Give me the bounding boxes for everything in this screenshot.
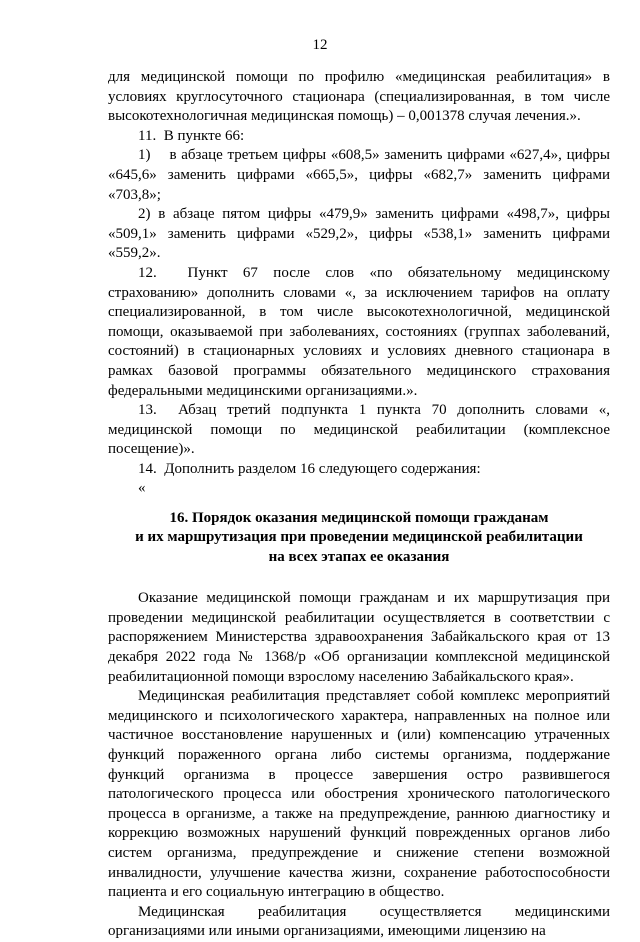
paragraph-routing: Оказание медицинской помощи гражданам и их маршрутизация при проведении медицинской реабилитации осуществляется в соответствии с распоряжением Министерства здравоохранения Забайкальского края от 13 декабря 2022 года № 1368/р «Об организации комплексной медицинской реабилитационной помощи взрослому населению Забайкальского края». <box>108 590 610 685</box>
paragraph-definition: Медицинская реабилитация представляет собой комплекс мероприятий медицинского и психологического характера, направленных на полное или частичное восстановление нарушенных и (или) компенсацию утраченных функций пораженного органа либо системы организма, поддержание функций организма в процессе завершения остро развившегося патологического процесса или обострения хронического патологического процесса в организме, а также на предупреждение, раннюю диагностику и коррекцию возможных нарушений функций поврежденных органов либо систем организма, предупреждение и снижение степени возможной инвалидности, улучшение качества жизни, сохранение работоспособности пациента и его социальную интеграцию в общество. <box>108 688 610 901</box>
opening-quote: « <box>138 480 146 497</box>
section-title-line-2: и их маршрутизация при проведении медицинской реабилитации <box>135 529 583 546</box>
paragraph-item-12: 12. Пункт 67 после слов «по обязательному медицинскому страхованию» дополнить словами «, за исключением тарифов на оплату специализированной, в том числе высокотехнологичной, медицинской помощи, оказываемой при заболеваниях, состояниях (группах заболеваний, состояний) в стационарных условиях и условиях дневного стационара в рамках базовой программы обязательного медицинского страхования федеральными медицинскими организациями.». <box>108 264 610 399</box>
document-body <box>108 68 610 942</box>
paragraph-item-11: 11. В пункте 66: <box>138 127 245 144</box>
paragraph-item-11-2: 2) в абзаце пятом цифры «479,9» заменить цифрами «498,7», цифры «509,1» заменить цифрами «529,2», цифры «538,1» заменить цифрами «559,2». <box>108 206 610 262</box>
page-number: 12 <box>312 37 328 53</box>
paragraph-licensing: Медицинская реабилитация осуществляется медицинскими организациями или иными организациями, имеющими лицензию на <box>108 903 610 940</box>
paragraph-item-13: 13. Абзац третий подпункта 1 пункта 70 дополнить словами «, медицинской помощи по медицинской реабилитации (комплексное посещение)». <box>108 402 610 458</box>
paragraph-item-11-1: 1) в абзаце третьем цифры «608,5» заменить цифрами «627,4», цифры «645,6» заменить цифрами «665,5», цифры «682,7» заменить цифрами «703,8»; <box>108 147 610 203</box>
section-title-line-3: на всех этапах ее оказания <box>268 548 450 565</box>
section-title <box>108 509 610 567</box>
section-title-line-1: 16. Порядок оказания медицинской помощи гражданам <box>169 510 549 527</box>
paragraph-item-14: 14. Дополнить разделом 16 следующего содержания: <box>138 460 481 477</box>
paragraph-continuation: для медицинской помощи по профилю «медицинская реабилитация» в условиях круглосуточного стационара (специализированная, в том числе высокотехнологичная медицинская помощь) – 0,001378 случая лечения.». <box>108 69 610 125</box>
